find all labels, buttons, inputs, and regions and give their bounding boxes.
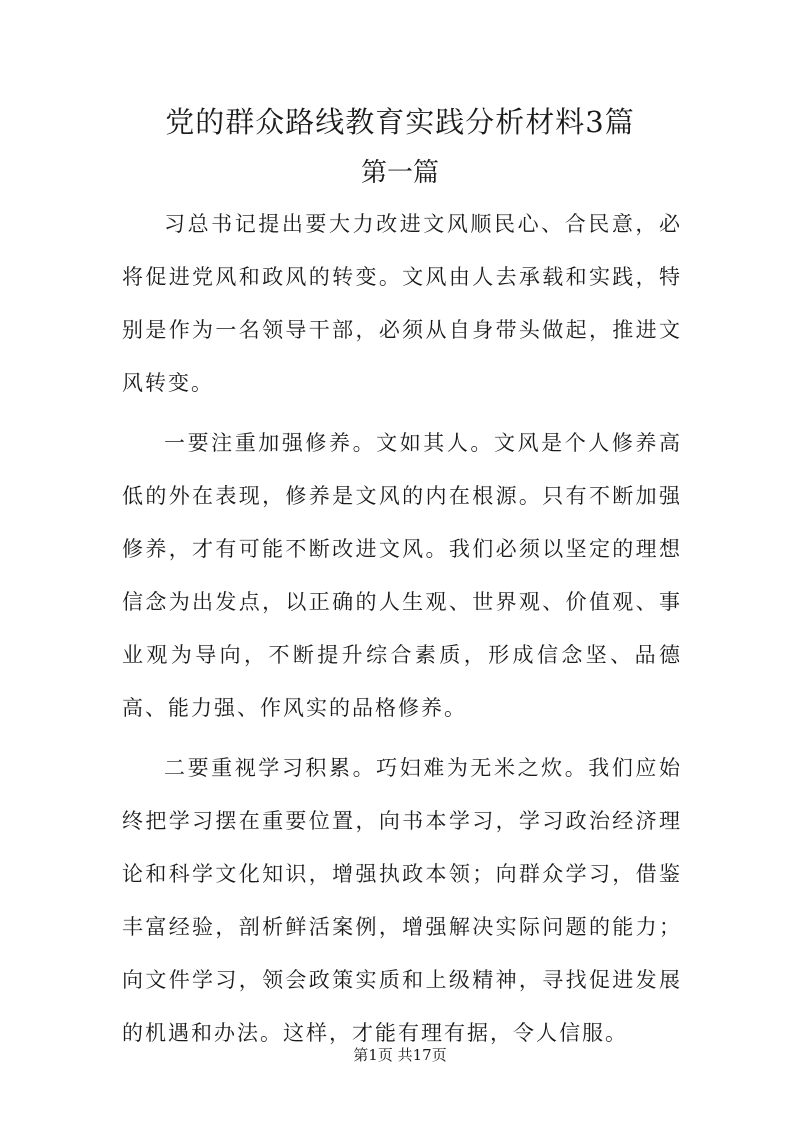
page-number: 第1页 共17页 [353, 1046, 447, 1064]
paragraph-1: 习总书记提出要大力改进文风顺民心、合民意，必将促进党风和政风的转变。文风由人去承载和实践，特别是作为一名领导干部，必须从自身带头做起，推进文风转变。 [122, 212, 682, 395]
paragraph-2: 一要注重加强修养。文如其人。文风是个人修养高低的外在表现，修养是文风的内在根源。只有不断加强修养，才有可能不断改进文风。我们必须以坚定的理想信念为出发点，以正确的人生观、世界观、价值观、事业观为导向，不断提升综合素质，形成信念坚、品德高、能力强、作风实的品格修养。 [122, 431, 682, 720]
paragraph-3: 二要重视学习积累。巧妇难为无米之炊。我们应始终把学习摆在重要位置，向书本学习，学习政治经济理论和科学文化知识，增强执政本领；向群众学习，借鉴丰富经验，剖析鲜活案例，增强解决实际问题的能力；向文件学习，领会政策实质和上级精神，寻找促进发展的机遇和办法。这样，才能有理有据，令人信服。 [122, 756, 682, 1045]
document-body [122, 198, 682, 1067]
page-footer [0, 1044, 800, 1066]
section-title: 第一篇 [360, 158, 439, 188]
document-title: 党的群众路线教育实践分析材料3篇 [165, 105, 635, 139]
